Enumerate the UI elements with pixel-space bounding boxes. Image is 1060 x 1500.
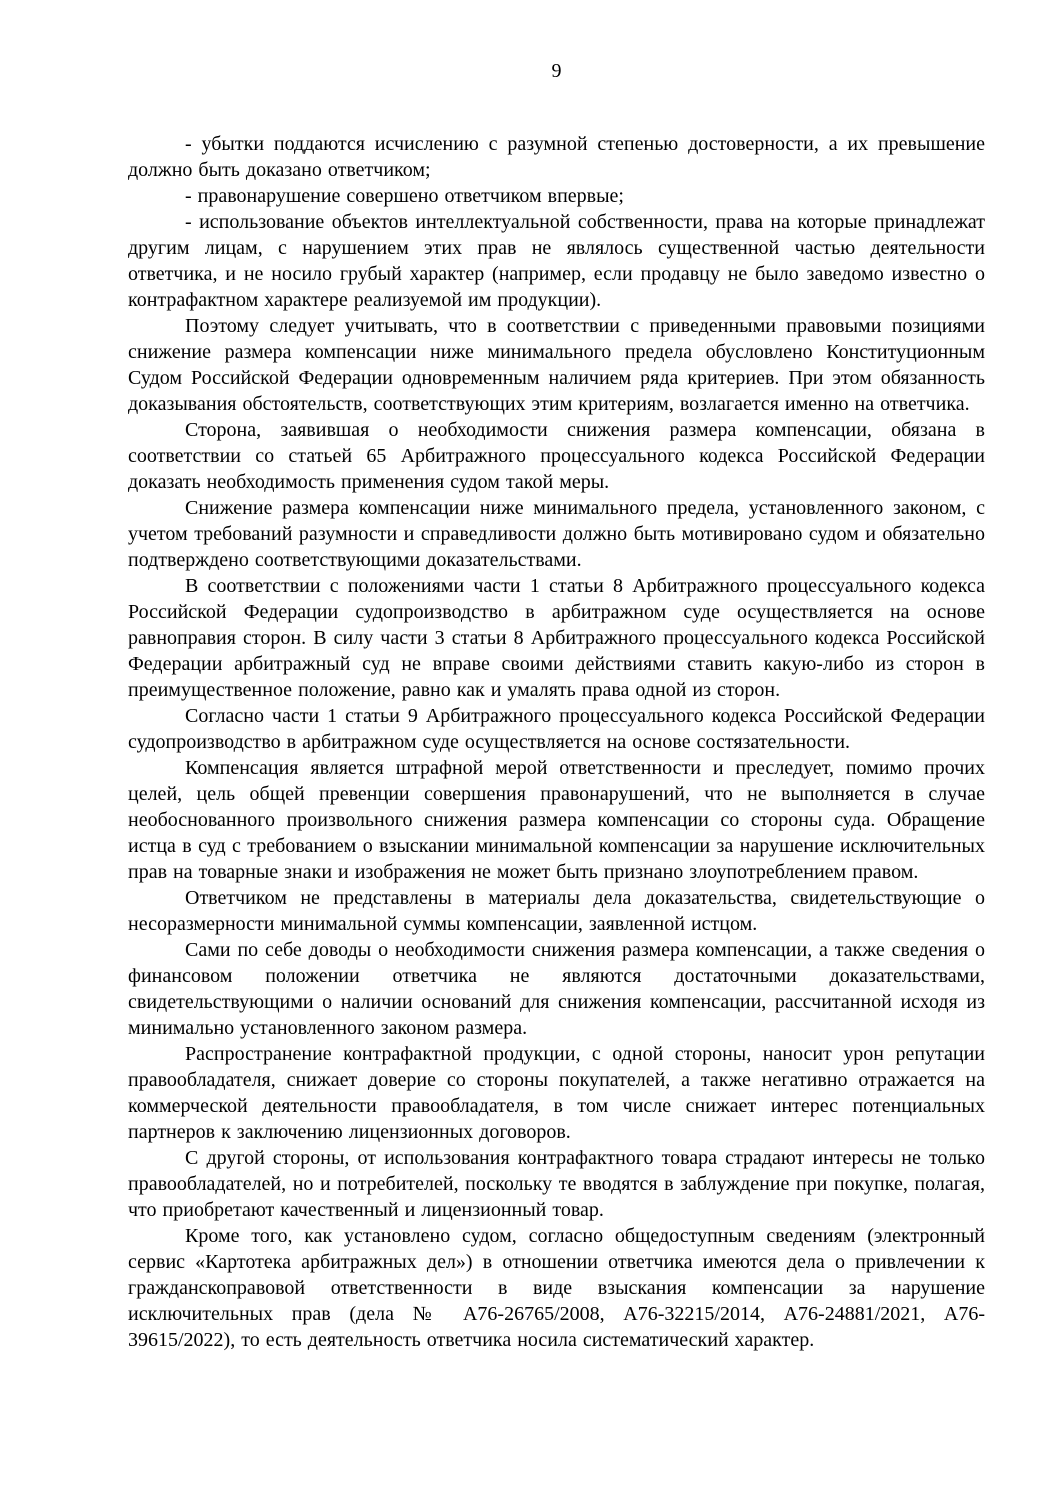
paragraph: Согласно части 1 статьи 9 Арбитражного процессуального кодекса Российской Федерации судопроизводство в арбитражном суде осуществляется на основе состязательности. [128,705,985,753]
paragraph: В соответствии с положениями части 1 статьи 8 Арбитражного процессуального кодекса Российской Федерации судопроизводство в арбитражном суде осуществляется на основе равноправия сторон. В силу части 3 статьи 8 Арбитражного процессуального кодекса Российской Федерации арбитражный суд не вправе своими действиями ставить какую-либо из сторон в преимущественное положение, равно как и умалять права одной из сторон. [128,575,985,701]
paragraph: Сами по себе доводы о необходимости снижения размера компенсации, а также сведения о финансовом положении ответчика не являются достаточными доказательствами, свидетельствующими о наличии оснований для снижения компенсации, рассчитанной исходя из минимально установленного законом размера. [128,939,985,1039]
page-number: 9 [551,60,562,82]
paragraph: Кроме того, как установлено судом, согласно общедоступным сведениям (электронный сервис «Картотека арбитражных дел») в отношении ответчика имеются дела о привлечении к гражданскоправовой ответственности в виде взыскания компенсации за нарушение исключительных прав (дела № А76-26765/2008, А76-32215/2014, А76-24881/2021, А76-39615/2022), то есть деятельность ответчика носила систематический характер. [128,1225,985,1351]
paragraph: Снижение размера компенсации ниже минимального предела, установленного законом, с учетом требований разумности и справедливости должно быть мотивировано судом и обязательно подтверждено соответствующими доказательствами. [128,497,985,571]
paragraph: - убытки поддаются исчислению с разумной степенью достоверности, а их превышение должно быть доказано ответчиком; [128,133,985,181]
paragraph: - использование объектов интеллектуальной собственности, права на которые принадлежат другим лицам, с нарушением этих прав не являлось существенной частью деятельности ответчика, и не носило грубый характер (например, если продавцу не было заведомо известно о контрафактном характере реализуемой им продукции). [128,211,985,311]
document-body [128,131,985,1353]
paragraph: Распространение контрафактной продукции, с одной стороны, наносит урон репутации правообладателя, снижает доверие со стороны покупателей, а также негативно отражается на коммерческой деятельности правообладателя, в том числе снижает интерес потенциальных партнеров к заключению лицензионных договоров. [128,1043,985,1143]
paragraph: Ответчиком не представлены в материалы дела доказательства, свидетельствующие о несоразмерности минимальной суммы компенсации, заявленной истцом. [128,887,985,935]
paragraph: Компенсация является штрафной мерой ответственности и преследует, помимо прочих целей, цель общей превенции совершения правонарушений, что не выполняется в случае необоснованного произвольного снижения размера компенсации со стороны суда. Обращение истца в суд с требованием о взыскании минимальной компенсации за нарушение исключительных прав на товарные знаки и изображения не может быть признано злоупотреблением правом. [128,757,985,883]
paragraph: С другой стороны, от использования контрафактного товара страдают интересы не только правообладателей, но и потребителей, поскольку те вводятся в заблуждение при покупке, полагая, что приобретают качественный и лицензионный товар. [128,1147,985,1221]
paragraph: Сторона, заявившая о необходимости снижения размера компенсации, обязана в соответствии со статьей 65 Арбитражного процессуального кодекса Российской Федерации доказать необходимость применения судом такой меры. [128,419,985,493]
paragraph: - правонарушение совершено ответчиком впервые; [185,185,624,207]
paragraph: Поэтому следует учитывать, что в соответствии с приведенными правовыми позициями снижение размера компенсации ниже минимального предела обусловлено Конституционным Судом Российской Федерации одновременным наличием ряда критериев. При этом обязанность доказывания обстоятельств, соответствующих этим критериям, возлагается именно на ответчика. [128,315,985,415]
